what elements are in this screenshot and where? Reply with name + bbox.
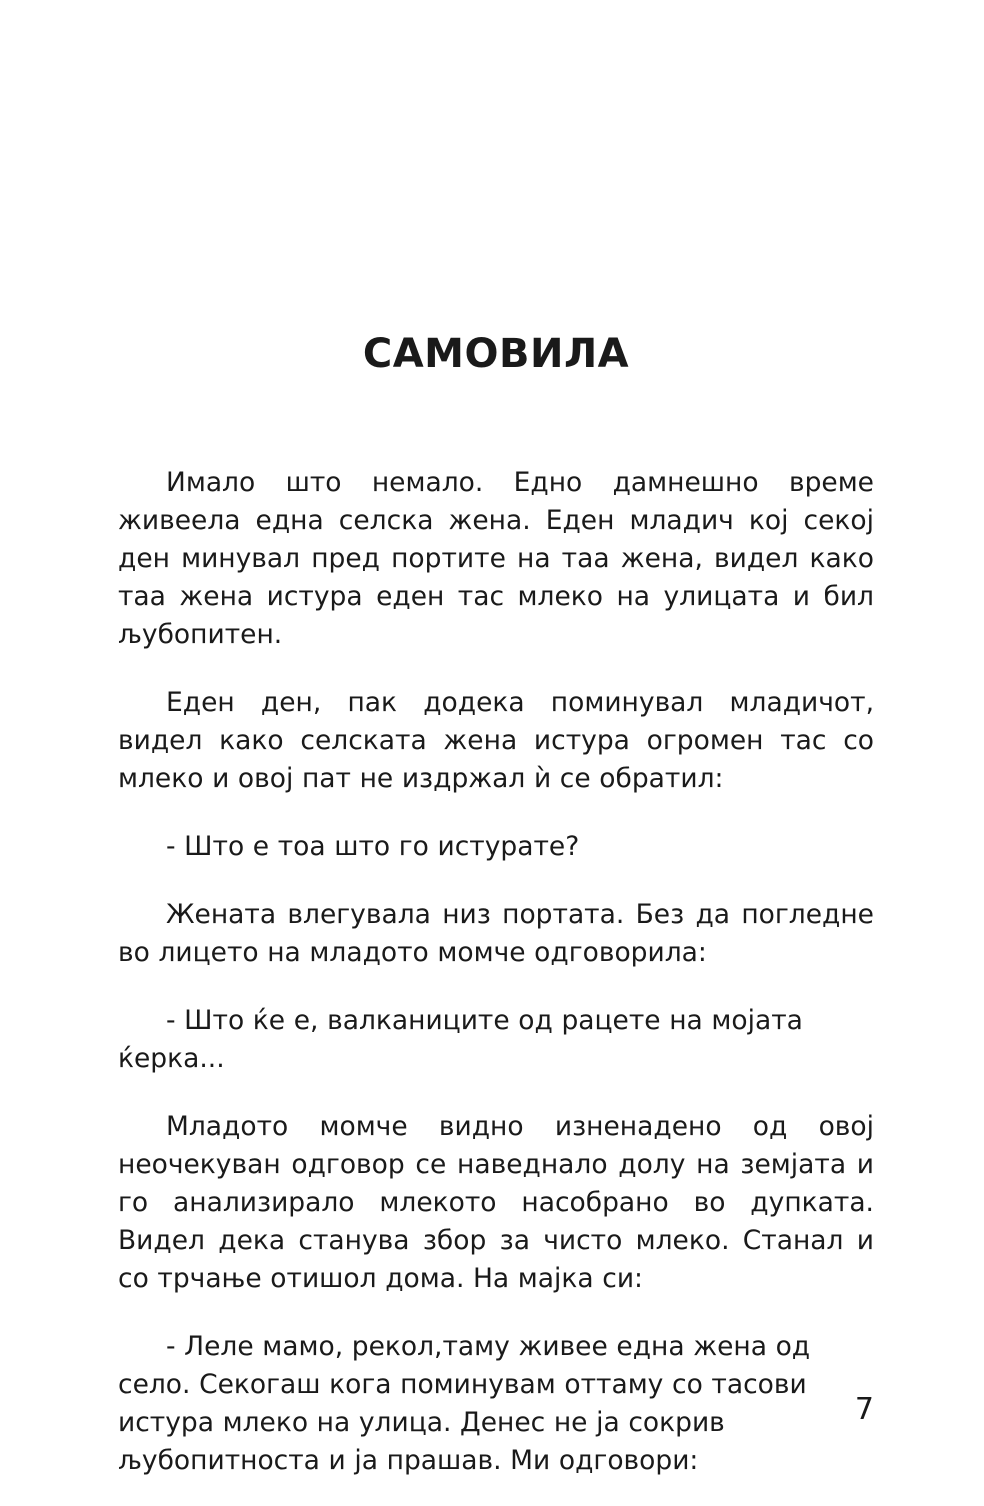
- dialogue-line: - Леле мамо, рекол,таму живее една жена од село. Секогаш кога поминувам оттаму со тасови истура млеко на улица. Денес не ја сокрив љубопитноста и ја прашав. Ми одговори:: [118, 1331, 811, 1476]
- paragraph: Жената влегувала низ портата. Без да погледне во лицето на младото момче одговорила:: [118, 899, 874, 968]
- page-title: САМОВИЛА: [362, 331, 630, 377]
- body-text: [118, 464, 874, 1480]
- paragraph: Младото момче видно изненадено од овој неочекуван одговор се наведнало долу на земјата и го анализирало млекото насобрано во дупката. Видел дека станува збор за чисто млеко. Станал и со трчање отишол дома. На мајка си:: [118, 1111, 874, 1294]
- dialogue-line: - Што е тоа што го истурате?: [166, 831, 580, 862]
- paragraph: Еден ден, пак додека поминувал младичот, видел како селската жена истура огромен тас со млеко и овој пат не издржал ѝ се обратил:: [118, 687, 874, 794]
- page-content: [118, 0, 874, 1480]
- paragraph: Имало што немало. Едно дамнешно време живеела една селска жена. Еден младич кој секој ден минувал пред портите на таа жена, видел како таа жена истура еден тас млеко на улицата и бил љубопитен.: [118, 467, 874, 650]
- dialogue-line: - Што ќе е, валканиците од рацете на мојата ќерка...: [118, 1005, 803, 1074]
- page-number: 7: [854, 1392, 874, 1427]
